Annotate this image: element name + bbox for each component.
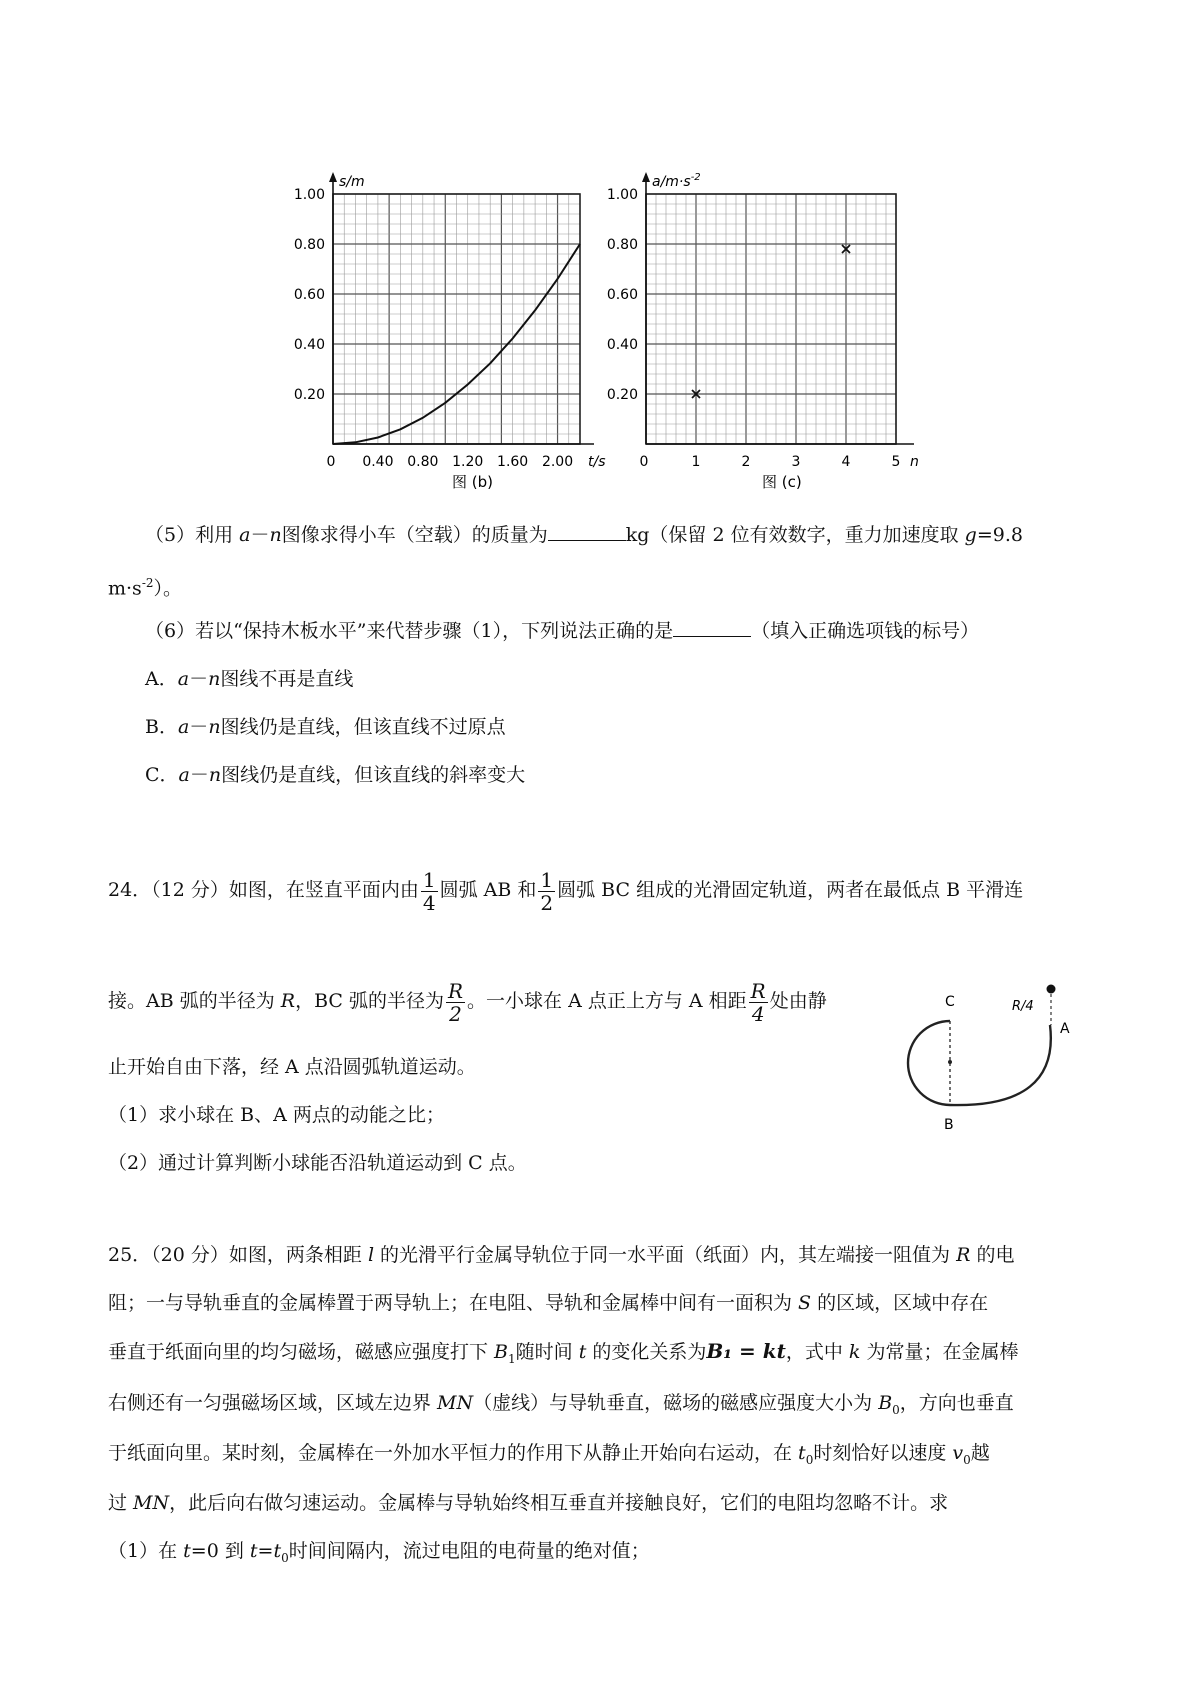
figures-area <box>0 0 1200 500</box>
q6-answer-blank[interactable] <box>673 618 751 637</box>
q5-line2: $m\cdot s^{-2}$）。 <box>108 576 183 600</box>
q25-line5: 于纸面向里。某时刻，金属棒在一外加水平恒力的作用下从静止开始向右运动，在 $t_0$时刻恰好以速度 $v_0$越 <box>108 1442 990 1467</box>
q6-option-a: A．a－n图线不再是直线 <box>145 668 354 690</box>
x-tick-label: 1.20 <box>452 454 484 470</box>
fraction-one-half: $\frac{1}{2}$ <box>540 867 554 915</box>
q25-line3: 垂直于纸面向里的均匀磁场，磁感应强度打下 $B_1$随时间 t 的变化关系为B₁ = kt，式中 k 为常量；在金属棒 <box>108 1339 1019 1366</box>
fraction-one-quarter: $\frac{1}{4}$ <box>422 867 436 915</box>
x-tick-label: 0 <box>326 454 336 470</box>
q6-option-c: C．a－n图线仍是直线，但该直线的斜率变大 <box>145 764 526 786</box>
label-b: B <box>944 1117 954 1133</box>
label-r4: R/4 <box>1012 999 1034 1014</box>
q6-stem: （6）若以“保持木板水平”来代替步骤（1），下列说法正确的是 （填入正确选项钱的标号） <box>145 620 980 642</box>
x-tick-label: 2 <box>741 454 751 470</box>
center-dot <box>948 1060 952 1064</box>
plot-frame <box>646 194 896 444</box>
arc-ab <box>950 1025 1051 1105</box>
q5-line1: （5）利用 a－n图像求得小车（空载）的质量为 kg（保留 2 位有效数字，重力加速度取 g=9.8 <box>145 524 1023 546</box>
x-tick-label: 0 <box>639 454 649 470</box>
chart-c-a-n <box>607 172 919 470</box>
q24-part1: （1）求小球在 B、A 两点的动能之比； <box>108 1104 445 1126</box>
y-tick-label: 0.20 <box>293 387 325 403</box>
x-tick-label: 5 <box>891 454 901 470</box>
chart-b-s-t <box>294 172 606 470</box>
q25-line2: 阻；一与导轨垂直的金属棒置于两导轨上；在电阻、导轨和金属棒中间有一面积为 S 的区域，区域中存在 <box>108 1292 989 1314</box>
y-axis-arrow <box>329 172 337 182</box>
y-tick-label: 0.20 <box>606 387 638 403</box>
q25-line6: 过 MN，此后向右做匀速运动。金属棒与导轨始终相互垂直并接触良好，它们的电阻均忽略不计。求 <box>108 1492 949 1514</box>
q24-line3: 止开始自由下落，经 A 点沿圆弧轨道运动。 <box>108 1056 476 1078</box>
y-tick-label: 0.40 <box>606 337 638 353</box>
x-tick-label: 2.00 <box>541 454 574 470</box>
q24-track-diagram <box>900 970 1100 1185</box>
y-tick-label: 0.80 <box>293 237 325 253</box>
fig-b-caption: 图 (b) <box>452 473 493 491</box>
label-c: C <box>945 994 955 1010</box>
q6-option-b: B．a－n图线仍是直线，但该直线不过原点 <box>145 716 506 738</box>
y-tick-label: 0.80 <box>606 237 638 253</box>
x-tick-label: 4 <box>841 454 851 470</box>
q24-line2: 接。AB 弧的半径为 R，BC 弧的半径为 $\frac{R}{2}$ 。一小球在 A 点正上方与 A 相距 $\frac{R}{4}$ 处由静 <box>108 978 827 1026</box>
x-tick-label: 3 <box>791 454 801 470</box>
y-axis-arrow <box>642 172 650 182</box>
y-axis-label-sup: -2 <box>690 172 701 183</box>
fraction-r-over-4: $\frac{R}{4}$ <box>750 978 766 1026</box>
equation-b1-kt: B₁ = kt <box>706 1339 786 1363</box>
q25-part1: （1）在 t=0 到 $t=t_0$时间间隔内，流过电阻的电荷量的绝对值； <box>108 1540 650 1565</box>
x-axis-label: t/s <box>588 454 606 470</box>
y-tick-label: 1.00 <box>293 187 325 203</box>
y-tick-label: 1.00 <box>606 187 638 203</box>
x-tick-label: 0.40 <box>362 454 394 470</box>
q5-answer-blank[interactable] <box>548 522 626 541</box>
arc-bc <box>908 1021 950 1105</box>
y-axis-label: $a/m\cdot s^{-2}$ <box>652 172 701 190</box>
y-tick-label: 0.60 <box>606 287 638 303</box>
fraction-r-over-2: $\frac{R}{2}$ <box>447 978 464 1026</box>
q24-part2: （2）通过计算判断小球能否沿轨道运动到 C 点。 <box>108 1152 527 1174</box>
y-tick-label: 0.60 <box>293 287 325 303</box>
x-tick-label: 1.60 <box>497 454 529 470</box>
q25-line1: 25．（20 分）如图，两条相距 l 的光滑平行金属导轨位于同一水平面（纸面）内，其左端接一阻值为 R 的电 <box>108 1244 1015 1266</box>
label-a: A <box>1060 1021 1070 1037</box>
y-tick-label: 0.40 <box>293 337 325 353</box>
q25-line4: 右侧还有一匀强磁场区域，区域左边界 MN（虚线）与导轨垂直，磁场的磁感应强度大小为 $B_0$，方向也垂直 <box>108 1392 1014 1417</box>
x-tick-label: 0.80 <box>407 454 439 470</box>
x-tick-label: 1 <box>691 454 701 470</box>
fig-c-caption: 图 (c) <box>762 473 802 491</box>
q24-line1: 24．（12 分）如图，在竖直平面内由 $\frac{1}{4}$ 圆弧 AB 和 $\frac{1}{2}$ 圆弧 BC 组成的光滑固定轨道，两者在最低点 B 平滑连 <box>108 867 1024 915</box>
y-axis-label: s/m <box>339 174 365 190</box>
ball <box>1047 985 1056 994</box>
x-axis-label: n <box>910 454 919 470</box>
